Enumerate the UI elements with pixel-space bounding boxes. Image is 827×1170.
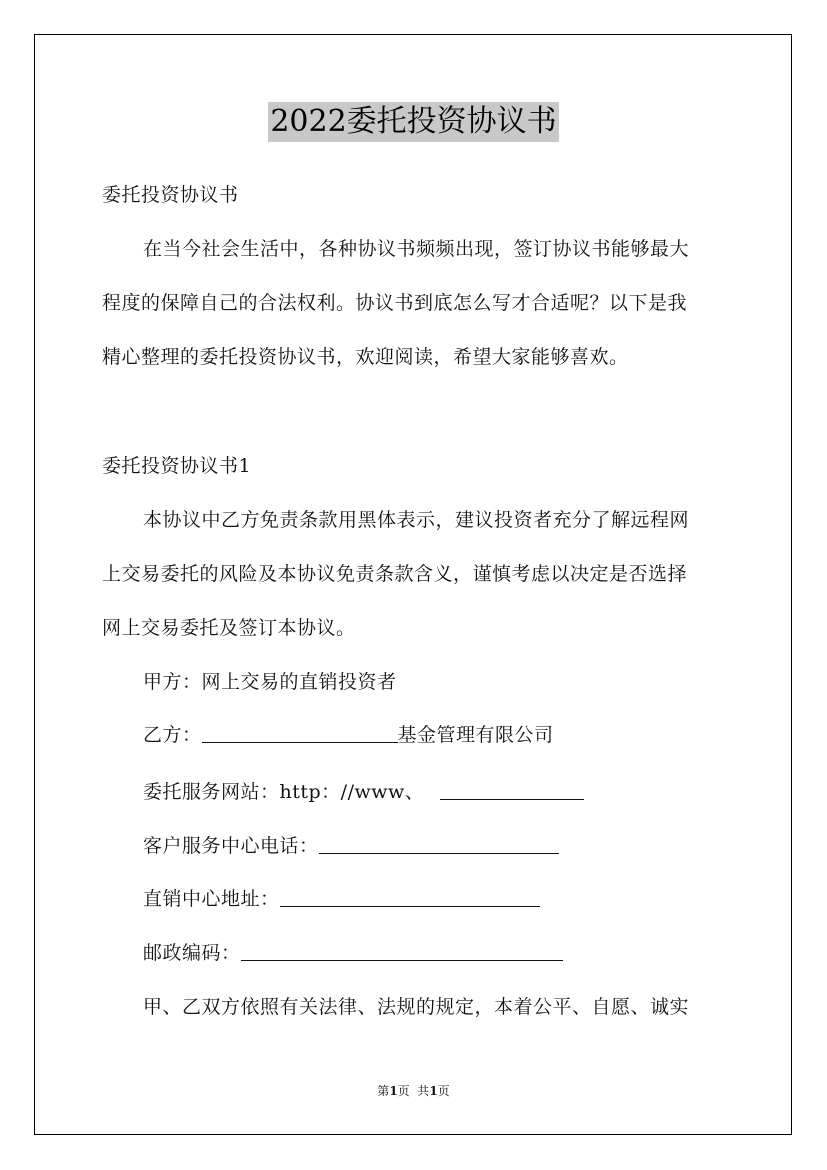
intro-line-3: 精心整理的委托投资协议书，欢迎阅读，希望大家能够喜欢。 xyxy=(102,346,629,368)
party-b-suffix: 基金管理有限公司 xyxy=(397,724,554,746)
website-line xyxy=(143,779,773,805)
footer-current-page: 1 xyxy=(389,1084,398,1098)
footer-total-pages: 1 xyxy=(429,1084,438,1098)
phone-blank xyxy=(319,835,559,854)
section-line-2: 上交易委托的风险及本协议免责条款含义，谨慎考虑以决定是否选择 xyxy=(102,563,688,585)
party-b-line xyxy=(143,722,773,748)
website-blank xyxy=(440,781,584,800)
footer-suffix: 页 xyxy=(437,1084,450,1098)
section-heading: 委托投资协议书1 xyxy=(102,455,252,477)
address-label: 直销中心地址： xyxy=(143,888,280,910)
postcode-line xyxy=(143,940,773,966)
terms-line: 甲、乙双方依照有关法律、法规的规定，本着公平、自愿、诚实 xyxy=(143,996,690,1018)
document-title: 2022委托投资协议书 xyxy=(268,102,558,142)
section-line-3: 网上交易委托及签订本协议。 xyxy=(102,617,356,639)
postcode-label: 邮政编码： xyxy=(143,942,241,964)
page-footer xyxy=(0,1083,827,1099)
footer-prefix: 第 xyxy=(377,1084,390,1098)
intro-line-1: 在当今社会生活中，各种协议书频频出现，签订协议书能够最大 xyxy=(143,238,690,260)
party-b-blank xyxy=(202,724,398,743)
party-a-line: 甲方：网上交易的直销投资者 xyxy=(143,671,397,693)
intro-line-2: 程度的保障自己的合法权利。协议书到底怎么写才合适呢？以下是我 xyxy=(102,292,688,314)
address-blank xyxy=(280,888,540,907)
party-b-label: 乙方： xyxy=(143,724,202,746)
postcode-blank xyxy=(241,942,563,961)
phone-line xyxy=(143,833,773,859)
phone-label: 客户服务中心电话： xyxy=(143,835,319,857)
address-line xyxy=(143,886,773,912)
title-container xyxy=(0,102,827,142)
website-label: 委托服务网站：http：//www、 xyxy=(143,781,425,803)
document-subtitle: 委托投资协议书 xyxy=(102,184,239,206)
footer-mid: 页 共 xyxy=(397,1084,430,1098)
section-line-1: 本协议中乙方免责条款用黑体表示，建议投资者充分了解远程网 xyxy=(143,509,690,531)
